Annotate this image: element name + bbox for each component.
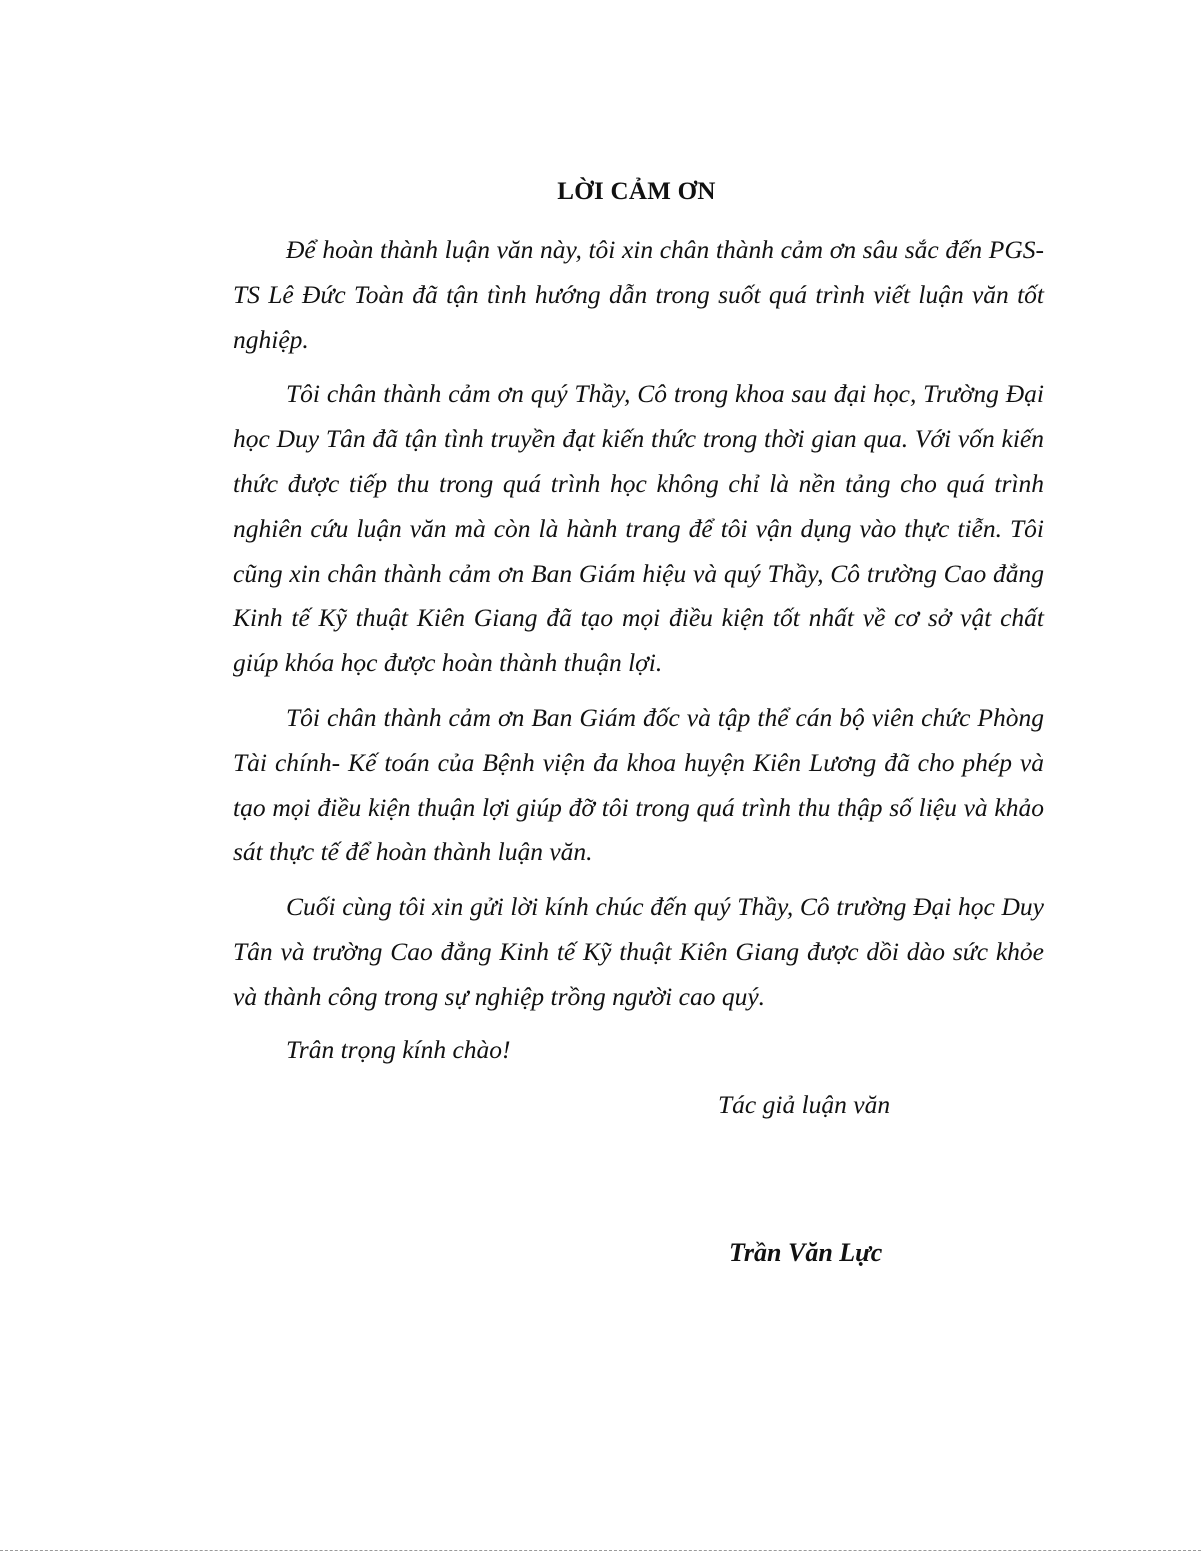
acknowledgement-body xyxy=(233,228,1044,1030)
page-bottom-divider xyxy=(0,1550,1201,1551)
author-name: Trần Văn Lực xyxy=(729,1238,883,1267)
paragraph-3: Tôi chân thành cảm ơn Ban Giám đốc và tập thể cán bộ viên chức Phòng Tài chính- Kế toán của Bệnh viện đa khoa huyện Kiên Lương đã cho phép và tạo mọi điều kiện thuận lợi giúp đỡ tôi trong quá trình thu thập số liệu và khảo sát thực tế để hoàn thành luận văn. xyxy=(233,702,1044,867)
closing-line: Trân trọng kính chào! xyxy=(286,1035,511,1064)
paragraph-1: Để hoàn thành luận văn này, tôi xin chân thành cảm ơn sâu sắc đến PGS- TS Lê Đức Toàn đã tận tình hướng dẫn trong suốt quá trình viết luận văn tốt nghiệp. xyxy=(233,235,1044,354)
author-role: Tác giả luận văn xyxy=(718,1090,891,1119)
paragraph-4: Cuối cùng tôi xin gửi lời kính chúc đến quý Thầy, Cô trường Đại học Duy Tân và trường Cao đẳng Kinh tế Kỹ thuật Kiên Giang được dồi dào sức khỏe và thành công trong sự nghiệp trồng người cao quý. xyxy=(233,892,1044,1011)
paragraph-2: Tôi chân thành cảm ơn quý Thầy, Cô trong khoa sau đại học, Trường Đại học Duy Tân đã tận tình truyền đạt kiến thức trong thời gian qua. Với vốn kiến thức được tiếp thu trong quá trình học không chỉ là nền tảng cho quá trình nghiên cứu luận văn mà còn là hành trang để tôi vận dụng vào thực tiễn. Tôi cũng xin chân thành cảm ơn Ban Giám hiệu và quý Thầy, Cô trường Cao đẳng Kinh tế Kỹ thuật Kiên Giang đã tạo mọi điều kiện tốt nhất về cơ sở vật chất giúp khóa học được hoàn thành thuận lợi. xyxy=(233,379,1044,678)
page-title: LỜI CẢM ƠN xyxy=(557,178,716,205)
